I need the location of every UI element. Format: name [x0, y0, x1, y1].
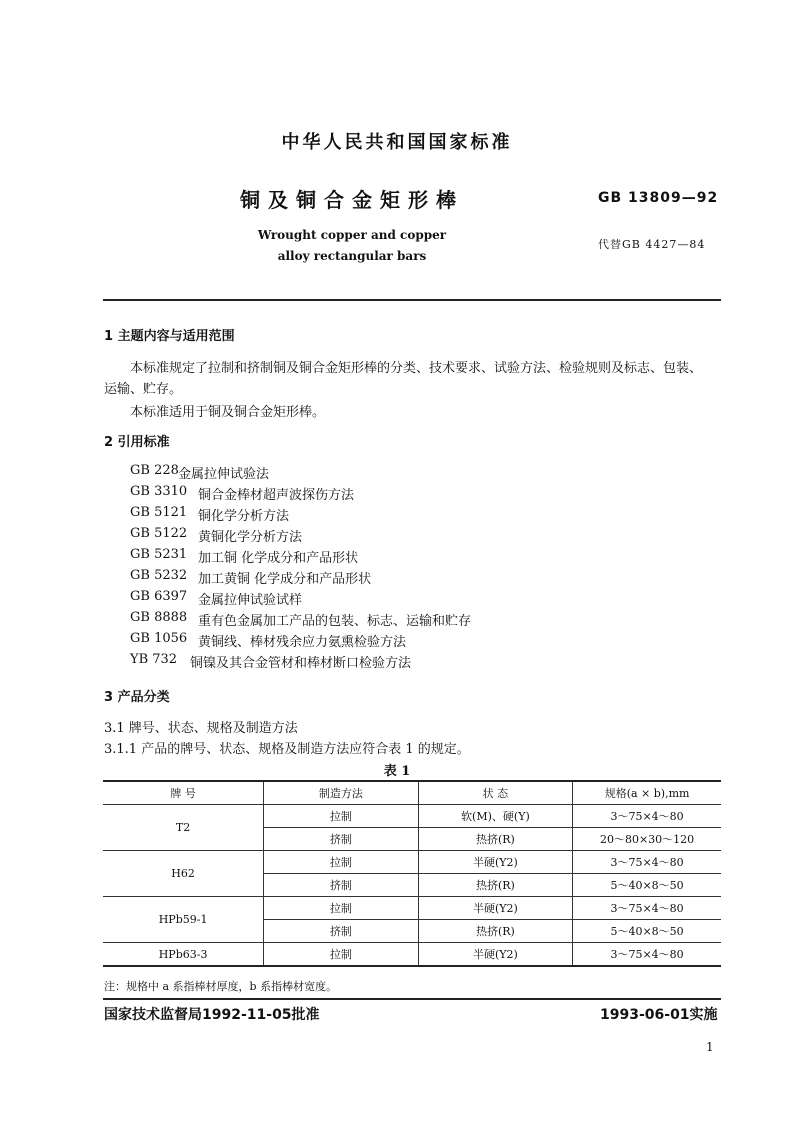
reference-code: GB 228	[130, 463, 179, 478]
reference-code: GB 5232	[130, 568, 188, 583]
reference-code: GB 5121	[130, 505, 188, 520]
cell-spec: 20～80×30～120	[573, 828, 721, 851]
reference-code: GB 3310	[130, 484, 188, 499]
approval-line: 国家技术监督局1992-11-05批准	[104, 1007, 320, 1023]
header-divider	[103, 299, 721, 301]
cell-method: 挤制	[264, 920, 419, 943]
implementation-date: 1993-06-01实施	[600, 1007, 718, 1023]
section-3-1-1-text: 3.1.1 产品的牌号、状态、规格及制造方法应符合表 1 的规定。	[104, 742, 470, 757]
cell-method: 挤制	[264, 828, 419, 851]
reference-title: 黄铜化学分析方法	[198, 530, 303, 545]
section-1-paragraph-1-line-2: 运输、贮存。	[104, 382, 183, 397]
cell-state: 半硬(Y2)	[418, 851, 573, 874]
standard-title-en-line1: Wrought copper and copper	[257, 228, 447, 242]
reference-code: GB 6397	[130, 589, 188, 604]
reference-code: GB 1056	[130, 631, 188, 646]
standard-number: GB 13809—92	[598, 190, 719, 206]
header-state: 状 态	[418, 781, 573, 805]
reference-title: 加工黄铜 化学成分和产品形状	[198, 572, 372, 587]
cell-grade: HPb59-1	[103, 897, 264, 943]
header-method: 制造方法	[264, 781, 419, 805]
reference-title: 黄铜线、棒材残余应力氨熏检验方法	[198, 635, 407, 650]
cell-state: 热挤(R)	[418, 920, 573, 943]
reference-code: GB 5231	[130, 547, 188, 562]
cell-spec: 3～75×4～80	[573, 805, 721, 828]
reference-code: YB 732	[130, 652, 178, 667]
section-1-heading: 1 主题内容与适用范围	[104, 329, 235, 344]
standard-title-zh: 铜及铜合金矩形棒	[240, 188, 464, 212]
cell-method: 拉制	[264, 943, 419, 967]
cell-state: 半硬(Y2)	[418, 897, 573, 920]
section-3-heading: 3 产品分类	[104, 690, 170, 705]
national-standard-heading: 中华人民共和国国家标准	[281, 132, 513, 153]
footer-divider	[103, 998, 721, 1000]
cell-spec: 5～40×8～50	[573, 920, 721, 943]
cell-grade: H62	[103, 851, 264, 897]
section-2-heading: 2 引用标准	[104, 435, 170, 450]
section-1-paragraph-1-line-1: 本标准规定了拉制和挤制铜及铜合金矩形棒的分类、技术要求、试验方法、检验规则及标志、包装、	[130, 361, 703, 376]
section-1-paragraph-2: 本标准适用于铜及铜合金矩形棒。	[130, 405, 326, 420]
cell-method: 拉制	[264, 851, 419, 874]
section-3-1-heading: 3.1 牌号、状态、规格及制造方法	[104, 721, 298, 736]
cell-spec: 3～75×4～80	[573, 851, 721, 874]
reference-title: 铜化学分析方法	[198, 509, 290, 524]
reference-title: 铜镍及其合金管材和棒材断口检验方法	[190, 656, 412, 671]
cell-state: 热挤(R)	[418, 828, 573, 851]
table-row	[103, 805, 721, 828]
table-header-row	[103, 781, 721, 805]
cell-grade: T2	[103, 805, 264, 851]
table-caption: 表 1	[383, 764, 411, 779]
reference-code: GB 5122	[130, 526, 188, 541]
reference-title: 金属拉伸试验法	[178, 467, 270, 482]
cell-spec: 3～75×4～80	[573, 897, 721, 920]
header-spec: 规格(a × b),mm	[573, 781, 721, 805]
page-number: 1	[706, 1040, 714, 1054]
cell-method: 拉制	[264, 805, 419, 828]
table-row	[103, 897, 721, 920]
table-row	[103, 851, 721, 874]
table-note: 注：规格中 a 系指棒材厚度，b 系指棒材宽度。	[104, 980, 338, 993]
standard-title-en-line2: alloy rectangular bars	[277, 249, 427, 263]
cell-spec: 3～75×4～80	[573, 943, 721, 967]
cell-state: 热挤(R)	[418, 874, 573, 897]
cell-spec: 5～40×8～50	[573, 874, 721, 897]
reference-code: GB 8888	[130, 610, 188, 625]
replaces-standard: 代替GB 4427—84	[598, 238, 706, 251]
header-grade: 牌 号	[103, 781, 264, 805]
cell-method: 拉制	[264, 897, 419, 920]
cell-method: 挤制	[264, 874, 419, 897]
table-row	[103, 943, 721, 967]
cell-state: 半硬(Y2)	[418, 943, 573, 967]
reference-title: 重有色金属加工产品的包装、标志、运输和贮存	[198, 614, 472, 629]
cell-grade: HPb63-3	[103, 943, 264, 967]
reference-title: 金属拉伸试验试样	[198, 593, 303, 608]
product-spec-table	[103, 780, 721, 967]
reference-title: 加工铜 化学成分和产品形状	[198, 551, 359, 566]
reference-title: 铜合金棒材超声波探伤方法	[198, 488, 355, 503]
cell-state: 软(M)、硬(Y)	[418, 805, 573, 828]
